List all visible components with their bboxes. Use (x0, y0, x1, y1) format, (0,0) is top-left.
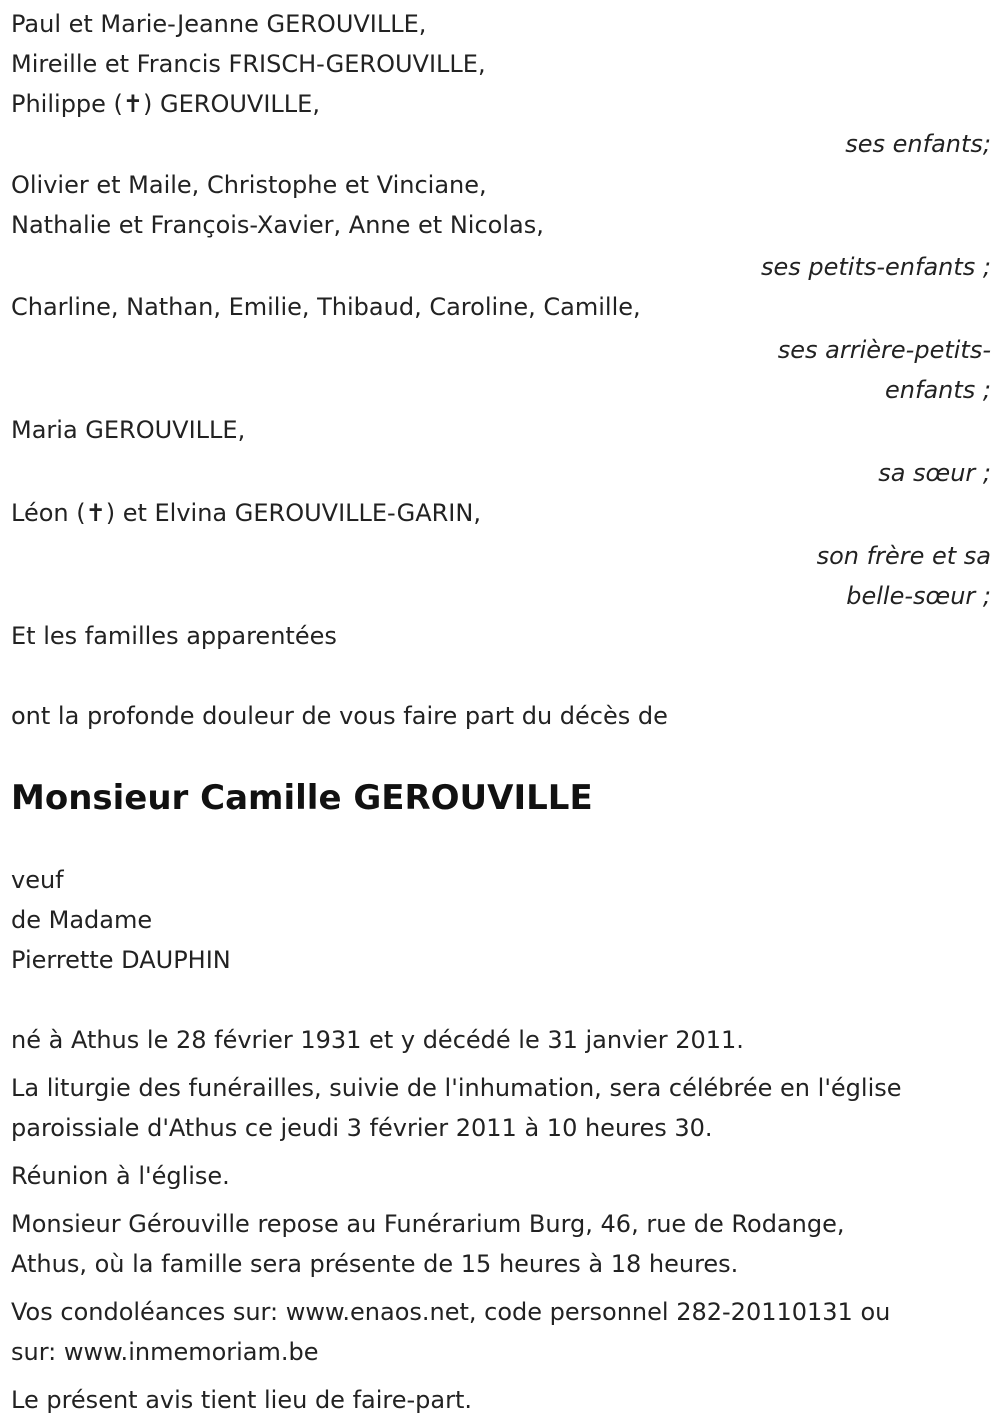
liturgy-line: La liturgie des funérailles, suivie de l'inhumation, sera célébrée en l'église (11, 1074, 902, 1102)
relation-label: belle-sœur ; (846, 582, 991, 610)
family-line: Maria GEROUVILLE, (11, 416, 246, 444)
brother-section (11, 493, 991, 616)
relation-label: enfants ; (885, 376, 991, 404)
deceased-name: Monsieur Camille GEROUVILLE (11, 778, 593, 818)
relation-label: ses petits-enfants ; (760, 253, 991, 281)
birth-death-line: né à Athus le 28 février 1931 et y décédé le 31 janvier 2011. (11, 1026, 744, 1054)
children-section (11, 4, 991, 164)
relation-label: ses arrière-petits- (777, 336, 991, 364)
grandchildren-section (11, 165, 991, 287)
notice-line: Le présent avis tient lieu de faire-part. (11, 1386, 473, 1414)
sister-section (11, 410, 991, 493)
widower-line: veuf (11, 866, 64, 894)
family-line: Paul et Marie-Jeanne GEROUVILLE, (11, 10, 427, 38)
condolences-line: Vos condoléances sur: www.enaos.net, code personnel 282-20110131 ou (11, 1298, 891, 1326)
family-line: Mireille et Francis FRISCH-GEROUVILLE, (11, 50, 486, 78)
liturgy-line: paroissiale d'Athus ce jeudi 3 février 2011 à 10 heures 30. (11, 1114, 713, 1142)
relation-label: son frère et sa (816, 542, 991, 570)
liturgy-paragraph (11, 1068, 991, 1148)
rests-line: Monsieur Gérouville repose au Funérarium Burg, 46, rue de Rodange, (11, 1210, 845, 1238)
families-line: Et les familles apparentées (11, 622, 337, 650)
obituary-notice (11, 4, 991, 1420)
family-line: Olivier et Maile, Christophe et Vinciane, (11, 171, 487, 199)
widower-section (11, 860, 991, 980)
rests-line: Athus, où la famille sera présente de 15 heures à 18 heures. (11, 1250, 739, 1278)
family-line: Léon (✝) et Elvina GEROUVILLE-GARIN, (11, 499, 481, 527)
condolences-line: sur: www.inmemoriam.be (11, 1338, 319, 1366)
relation-label: ses enfants; (845, 130, 991, 158)
great-grandchildren-section (11, 287, 991, 410)
condolences-paragraph (11, 1292, 991, 1372)
widower-line: de Madame (11, 906, 153, 934)
rests-paragraph (11, 1204, 991, 1284)
family-line: Nathalie et François-Xavier, Anne et Nicolas, (11, 211, 544, 239)
family-line: Philippe (✝) GEROUVILLE, (11, 90, 320, 118)
family-line: Charline, Nathan, Emilie, Thibaud, Caroline, Camille, (11, 293, 641, 321)
announcement-line: ont la profonde douleur de vous faire part du décès de (11, 702, 668, 730)
meeting-line: Réunion à l'église. (11, 1162, 230, 1190)
widower-line: Pierrette DAUPHIN (11, 946, 231, 974)
relation-label: sa sœur ; (878, 459, 991, 487)
